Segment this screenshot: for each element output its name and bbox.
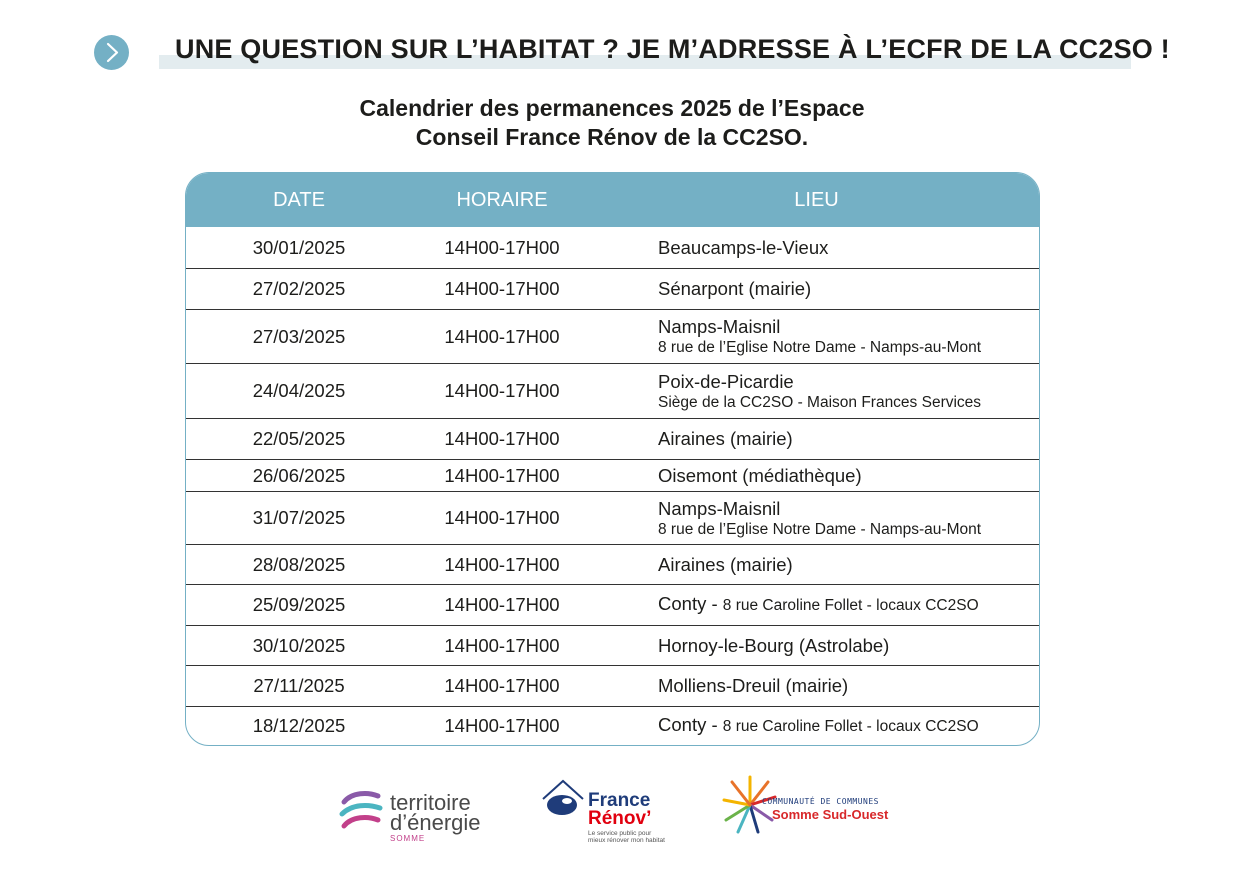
lieu-main-text (658, 278, 811, 300)
lieu-address: Siège de la CC2SO - Maison Frances Services (658, 393, 982, 411)
lieu-main-text (658, 593, 979, 617)
lieu-main-text (658, 371, 794, 393)
table-row (186, 706, 1039, 745)
calendar-subtitle (312, 94, 912, 152)
page-title: UNE QUESTION SUR L’HABITAT ? JE M’ADRESSE À L’ECFR DE LA CC2SO ! (175, 34, 1170, 64)
lieu-cell (658, 419, 1038, 459)
territoire-energie-logo (338, 780, 488, 843)
territoire-logo-line-2: d’énergie (390, 810, 481, 835)
lieu-address-inline: 8 rue Caroline Follet - locaux CC2SO (722, 718, 979, 735)
lieu-main-text (658, 237, 828, 259)
date-cell: 27/11/2025 (253, 675, 345, 696)
lieu-cell (658, 585, 1038, 625)
lieu-address: 8 rue de l’Eglise Notre Dame - Namps-au-Mont (658, 520, 982, 538)
lieu-cell (658, 364, 1038, 418)
france-renov-logo (540, 775, 670, 844)
column-header-lieu: LIEU (794, 189, 839, 211)
lieu-name: Conty - (658, 593, 723, 614)
date-cell: 27/02/2025 (252, 278, 346, 299)
lieu-main-text (658, 554, 793, 576)
cc2so-logo (720, 772, 900, 838)
lieu-name: Molliens-Dreuil (mairie) (658, 675, 849, 696)
table-row (186, 459, 1039, 491)
lieu-main-text (658, 714, 979, 738)
date-cell: 31/07/2025 (252, 507, 346, 528)
date-cell: 25/09/2025 (252, 594, 346, 615)
subtitle-line-1: Calendrier des permanences 2025 de l’Espace (359, 95, 865, 121)
lieu-address-inline: 8 rue Caroline Follet - locaux CC2SO (722, 597, 979, 614)
cc2so-logo-line-2: Somme Sud-Ouest (772, 807, 889, 822)
column-header-date: DATE (273, 189, 325, 211)
date-cell: 26/06/2025 (252, 464, 346, 486)
lieu-cell (658, 310, 1038, 363)
horaire-cell: 14H00-17H00 (444, 380, 560, 401)
table-row (186, 227, 1039, 268)
lieu-cell (658, 269, 1038, 309)
lieu-main-text (658, 428, 793, 450)
horaire-cell: 14H00-17H00 (444, 594, 560, 615)
table-row (186, 418, 1039, 459)
date-cell: 27/03/2025 (252, 325, 346, 347)
lieu-main-text (658, 498, 780, 520)
horaire-cell: 14H00-17H00 (444, 428, 560, 449)
table-row (186, 584, 1039, 625)
lieu-main-text (658, 316, 780, 338)
lieu-name: Hornoy-le-Bourg (Astrolabe) (658, 634, 890, 656)
lieu-cell (658, 545, 1038, 584)
lieu-cell (658, 227, 1038, 268)
horaire-cell: 14H00-17H00 (444, 553, 560, 575)
france-renov-logo-line-1: France (588, 790, 651, 811)
lieu-address: 8 rue de l’Eglise Notre Dame - Namps-au-Mont (658, 339, 982, 356)
lieu-main-text (658, 635, 889, 657)
territoire-logo-line-3: SOMME (390, 834, 426, 843)
calendar-table (185, 172, 1040, 746)
table-body (186, 227, 1039, 745)
horaire-cell: 14H00-17H00 (444, 507, 560, 528)
lieu-name: Poix-de-Picardie (658, 370, 794, 392)
lieu-name: Airaines (mairie) (658, 428, 793, 449)
lieu-name: Namps-Maisnil (658, 497, 781, 519)
lieu-cell (658, 460, 1038, 491)
horaire-cell: 14H00-17H00 (444, 236, 560, 258)
lieu-cell (658, 626, 1038, 665)
horaire-cell: 14H00-17H00 (444, 634, 560, 656)
date-cell: 30/10/2025 (252, 634, 346, 656)
lieu-name: Conty - (658, 714, 723, 735)
lieu-cell (658, 666, 1038, 706)
lieu-main-text (658, 675, 848, 697)
horaire-cell: 14H00-17H00 (444, 464, 560, 486)
table-row (186, 309, 1039, 363)
date-cell: 28/08/2025 (252, 553, 346, 575)
table-row (186, 665, 1039, 706)
lieu-name: Beaucamps-le-Vieux (658, 236, 829, 258)
table-row (186, 268, 1039, 309)
table-header-row (186, 173, 1039, 227)
lieu-cell (658, 492, 1038, 544)
territoire-energie-swirl-icon (338, 788, 386, 838)
lieu-name: Airaines (mairie) (658, 553, 793, 575)
table-row (186, 363, 1039, 418)
horaire-cell: 14H00-17H00 (444, 715, 560, 736)
cc2so-logo-line-1: COMMUNAUTÉ DE COMMUNES (762, 797, 879, 806)
lieu-name: Namps-Maisnil (658, 316, 781, 337)
france-renov-tagline: Le service public pour mieux rénover mon habitat (588, 830, 665, 844)
france-renov-logo-line-2: Rénov’ (588, 808, 652, 829)
partner-logos (0, 770, 1241, 845)
date-cell: 22/05/2025 (252, 428, 346, 449)
horaire-cell: 14H00-17H00 (444, 325, 560, 347)
date-cell: 18/12/2025 (252, 715, 346, 736)
lieu-name: Oisemont (médiathèque) (658, 464, 862, 486)
territoire-logo-line-1: territoire (390, 790, 471, 815)
horaire-cell: 14H00-17H00 (444, 278, 560, 299)
chevron-right-icon (94, 35, 129, 70)
lieu-name: Sénarpont (mairie) (658, 278, 812, 299)
date-cell: 30/01/2025 (252, 236, 346, 258)
lieu-main-text (658, 465, 862, 487)
table-row (186, 544, 1039, 584)
lieu-cell (658, 707, 1038, 745)
subtitle-line-2: Conseil France Rénov de la CC2SO. (415, 124, 809, 150)
house-icon (540, 777, 586, 821)
table-row (186, 491, 1039, 544)
horaire-cell: 14H00-17H00 (444, 675, 560, 696)
table-row (186, 625, 1039, 665)
date-cell: 24/04/2025 (252, 380, 346, 401)
column-header-horaire: HORAIRE (456, 189, 548, 211)
